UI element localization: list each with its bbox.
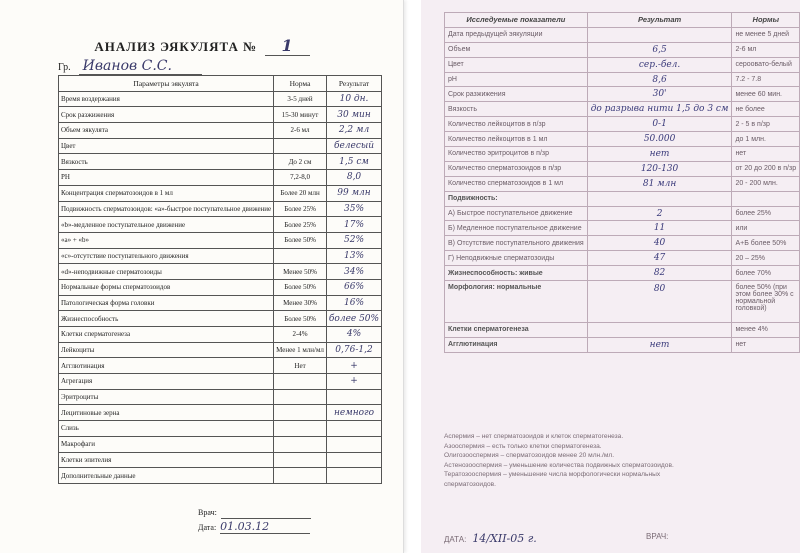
left-doctor-row xyxy=(198,505,311,519)
right-table-row xyxy=(445,42,800,57)
result-cell: нет xyxy=(587,337,732,352)
norm-cell: 2-4% xyxy=(274,327,327,343)
left-table-row xyxy=(59,436,382,452)
norm-cell: 3-5 дней xyxy=(274,91,327,107)
param-cell: Морфология: нормальные xyxy=(445,281,588,323)
result-cell xyxy=(326,452,381,468)
result-cell: 40 xyxy=(587,236,732,251)
norm-cell xyxy=(274,248,327,264)
right-table-row xyxy=(445,132,800,147)
left-table-row xyxy=(59,185,382,201)
right-table-row xyxy=(445,27,800,42)
right-date-label: ДАТА: xyxy=(444,535,467,544)
param-cell: Макрофаги xyxy=(59,436,274,452)
left-table-row xyxy=(59,311,382,327)
norm-cell: 20 - 200 млн. xyxy=(732,176,800,191)
right-table-row xyxy=(445,191,800,206)
left-table-row xyxy=(59,154,382,170)
result-cell: белесый xyxy=(326,138,381,154)
result-cell xyxy=(326,468,381,484)
result-cell: 35% xyxy=(326,201,381,217)
norm-cell: А+Б более 50% xyxy=(732,236,800,251)
result-cell xyxy=(587,27,732,42)
norm-cell: не более xyxy=(732,102,800,117)
result-cell: более 50% xyxy=(326,311,381,327)
result-cell xyxy=(326,421,381,437)
norm-cell: более 25% xyxy=(732,206,800,221)
result-cell: 50.000 xyxy=(587,132,732,147)
left-title-text: АНАЛИЗ ЭЯКУЛЯТА № xyxy=(94,39,258,54)
right-table-row xyxy=(445,266,800,281)
left-date-value: 01.03.12 xyxy=(220,520,310,534)
param-cell: Цвет xyxy=(445,57,588,72)
right-table-row xyxy=(445,221,800,236)
norm-cell: нет xyxy=(732,337,800,352)
norm-cell: 15-30 минут xyxy=(274,107,327,123)
left-table-row xyxy=(59,374,382,390)
right-date-value: 14/XII-05 г. xyxy=(472,532,537,545)
param-cell: Г) Неподвижные сперматозоиды xyxy=(445,251,588,266)
result-cell: 99 млн xyxy=(326,185,381,201)
param-cell: Количество лейкоцитов в 1 мл xyxy=(445,132,588,147)
left-table-row xyxy=(59,123,382,139)
param-cell: Дополнительные данные xyxy=(59,468,274,484)
left-table-row xyxy=(59,295,382,311)
left-table-row xyxy=(59,107,382,123)
param-cell: А) Быстрое поступательное движение xyxy=(445,206,588,221)
left-table-header xyxy=(59,76,382,92)
param-cell: Жизнеспособность xyxy=(59,311,274,327)
result-cell: до разрыва нити 1,5 до 3 см xyxy=(587,102,732,117)
param-cell: Вязкость xyxy=(445,102,588,117)
right-table-row xyxy=(445,206,800,221)
patient-name: Иванов С.С. xyxy=(79,58,202,75)
result-cell: 80 xyxy=(587,281,732,323)
report-number: 1 xyxy=(265,36,309,56)
left-doctor-signature xyxy=(221,505,311,519)
param-cell: Дата предыдущей эякуляции xyxy=(445,27,588,42)
param-cell: pH xyxy=(445,72,588,87)
param-cell: Б) Медленное поступательное движение xyxy=(445,221,588,236)
left-table-row xyxy=(59,358,382,374)
right-doctor-label: ВРАЧ: xyxy=(646,532,669,541)
norm-cell: более 70% xyxy=(732,266,800,281)
left-date-label: Дата: xyxy=(198,523,217,532)
result-cell: 8,6 xyxy=(587,72,732,87)
left-table-row xyxy=(59,342,382,358)
header-norm: Норма xyxy=(274,76,327,92)
left-table-row xyxy=(59,452,382,468)
param-cell: Объем эякулята xyxy=(59,123,274,139)
left-table-row xyxy=(59,264,382,280)
header-norms: Нормы xyxy=(732,13,800,28)
param-cell: Подвижность: xyxy=(445,191,588,206)
result-cell: 47 xyxy=(587,251,732,266)
right-table-row xyxy=(445,236,800,251)
result-cell: 66% xyxy=(326,279,381,295)
right-date-row xyxy=(444,532,537,545)
right-table-row xyxy=(445,102,800,117)
norm-cell: До 2 см xyxy=(274,154,327,170)
norm-cell: Более 50% xyxy=(274,279,327,295)
result-cell: 13% xyxy=(326,248,381,264)
param-cell: Подвижность сперматозоидов: «a»-быстрое поступательное движение xyxy=(59,201,274,217)
norm-cell: менее 4% xyxy=(732,323,800,338)
param-cell: «d»-неподвижные сперматозоиды xyxy=(59,264,274,280)
left-table-row xyxy=(59,138,382,154)
param-cell: Объем xyxy=(445,42,588,57)
definition-line: Аспермия – нет сперматозоидов и клеток сперматогенеза. xyxy=(444,433,624,440)
norm-cell xyxy=(274,452,327,468)
result-cell xyxy=(326,389,381,405)
param-cell: Клетки сперматогенеза xyxy=(445,323,588,338)
norm-cell: Менее 50% xyxy=(274,264,327,280)
result-cell: 34% xyxy=(326,264,381,280)
left-table-row xyxy=(59,170,382,186)
param-cell: «a» + «b» xyxy=(59,232,274,248)
norm-cell: или xyxy=(732,221,800,236)
right-parameters-table xyxy=(444,12,800,353)
param-cell: Лецитиновые зерна xyxy=(59,405,274,421)
right-doctor-row xyxy=(646,532,668,541)
left-parameters-table xyxy=(58,75,382,484)
result-cell xyxy=(326,436,381,452)
norm-cell xyxy=(274,374,327,390)
norm-cell: Менее 1 млн/мл xyxy=(274,342,327,358)
right-table-header xyxy=(445,13,800,28)
result-cell: 0,76-1,2 xyxy=(326,342,381,358)
norm-cell xyxy=(274,421,327,437)
result-cell: 2 xyxy=(587,206,732,221)
result-cell: 11 xyxy=(587,221,732,236)
right-table-row xyxy=(445,147,800,162)
left-table-row xyxy=(59,327,382,343)
result-cell: 120-130 xyxy=(587,161,732,176)
param-cell: Лейкоциты xyxy=(59,342,274,358)
result-cell: + xyxy=(326,374,381,390)
norm-cell: сероовато-белый xyxy=(732,57,800,72)
result-cell: 17% xyxy=(326,217,381,233)
left-table-row xyxy=(59,405,382,421)
norm-cell: более 50% (при этом более 30% с нормальной головкой) xyxy=(732,281,800,323)
param-cell: Агрегация xyxy=(59,374,274,390)
result-cell: 16% xyxy=(326,295,381,311)
result-cell: 0-1 xyxy=(587,117,732,132)
result-cell: 4% xyxy=(326,327,381,343)
norm-cell: Более 50% xyxy=(274,232,327,248)
norm-cell: Более 50% xyxy=(274,311,327,327)
left-table-row xyxy=(59,201,382,217)
result-cell: 6,5 xyxy=(587,42,732,57)
norm-cell: нет xyxy=(732,147,800,162)
norm-cell: до 1 млн. xyxy=(732,132,800,147)
result-cell xyxy=(587,323,732,338)
right-table-row xyxy=(445,117,800,132)
result-cell: немного xyxy=(326,405,381,421)
norm-cell xyxy=(274,436,327,452)
definitions-block xyxy=(444,432,764,490)
norm-cell: не менее 5 дней xyxy=(732,27,800,42)
param-cell: «c»-отсутствие поступательного движения xyxy=(59,248,274,264)
result-cell: нет xyxy=(587,147,732,162)
param-cell: Количество эритроцитов в п/зр xyxy=(445,147,588,162)
right-table-row xyxy=(445,251,800,266)
definition-line: сперматозоидов. xyxy=(444,480,496,488)
param-cell: Количество сперматозоидов в 1 мл xyxy=(445,176,588,191)
param-cell: Количество лейкоцитов в п/зр xyxy=(445,117,588,132)
result-cell: 2,2 мл xyxy=(326,123,381,139)
right-table-row xyxy=(445,87,800,102)
left-table-row xyxy=(59,389,382,405)
param-cell: «b»-медленное поступательное движение xyxy=(59,217,274,233)
result-cell: 52% xyxy=(326,232,381,248)
param-cell: Клетки сперматогенеза xyxy=(59,327,274,343)
header-parameters: Параметры эякулята xyxy=(59,76,274,92)
definition-line: Тератозооспермия – уменьшение числа морфологически нормальных xyxy=(444,471,661,479)
result-cell: 30' xyxy=(587,87,732,102)
result-cell: 10 дн. xyxy=(326,91,381,107)
param-cell: Слизь xyxy=(59,421,274,437)
left-table-row xyxy=(59,248,382,264)
norm-cell: Более 25% xyxy=(274,217,327,233)
right-table-row xyxy=(445,337,800,352)
definition-line: Олигозооспермия – сперматозоидов менее 20 млн./мл. xyxy=(444,452,615,460)
norm-cell: 2-6 мл xyxy=(274,123,327,139)
left-doctor-label: Врач: xyxy=(198,508,217,517)
norm-cell: 2-6 мл xyxy=(732,42,800,57)
param-cell: Количество сперматозоидов в п/зр xyxy=(445,161,588,176)
header-result-right: Результат xyxy=(587,13,732,28)
result-cell: сер.-бел. xyxy=(587,57,732,72)
header-result: Результат xyxy=(326,76,381,92)
param-cell: PH xyxy=(59,170,274,186)
norm-cell: 20 – 25% xyxy=(732,251,800,266)
norm-cell: 7,2-8,0 xyxy=(274,170,327,186)
definition-line: Астенозооспермия – уменьшение количества подвижных сперматозоидов. xyxy=(444,461,674,469)
right-table-row xyxy=(445,57,800,72)
result-cell: 30 мин xyxy=(326,107,381,123)
definition-line: Азооспермия – есть только клетки сперматогенеза. xyxy=(444,442,602,450)
left-table-row xyxy=(59,279,382,295)
left-table-row xyxy=(59,468,382,484)
header-indicators: Исследуемые показатели xyxy=(445,13,588,28)
left-report-title xyxy=(0,36,404,55)
right-table-row xyxy=(445,72,800,87)
norm-cell: 7.2 - 7.8 xyxy=(732,72,800,87)
param-cell: Клетки эпителия xyxy=(59,452,274,468)
norm-cell: Более 25% xyxy=(274,201,327,217)
param-cell: Цвет xyxy=(59,138,274,154)
result-cell: 82 xyxy=(587,266,732,281)
param-cell: Агглютинация xyxy=(59,358,274,374)
result-cell xyxy=(587,191,732,206)
param-cell: Вязкость xyxy=(59,154,274,170)
norm-cell xyxy=(274,468,327,484)
left-table-row xyxy=(59,232,382,248)
right-table-row xyxy=(445,161,800,176)
param-cell: Время воздержания xyxy=(59,91,274,107)
norm-cell xyxy=(274,138,327,154)
norm-cell xyxy=(274,405,327,421)
patient-row xyxy=(58,58,202,74)
param-cell: Жизнеспособность: живые xyxy=(445,266,588,281)
param-cell: Срок разжижения xyxy=(59,107,274,123)
param-cell: В) Отсутствие поступательного движения xyxy=(445,236,588,251)
param-cell: Агглютинация xyxy=(445,337,588,352)
norm-cell: 2 - 5 в п/зр xyxy=(732,117,800,132)
param-cell: Эритроциты xyxy=(59,389,274,405)
left-table-row xyxy=(59,217,382,233)
norm-cell: Нет xyxy=(274,358,327,374)
result-cell: 8,0 xyxy=(326,170,381,186)
left-date-row xyxy=(198,520,310,534)
result-cell: 81 млн xyxy=(587,176,732,191)
group-label: Гр. xyxy=(58,62,71,73)
param-cell: Концентрация сперматозоидов в 1 мл xyxy=(59,185,274,201)
norm-cell xyxy=(732,191,800,206)
norm-cell: от 20 до 200 в п/зр xyxy=(732,161,800,176)
param-cell: Нормальные формы сперматозоидов xyxy=(59,279,274,295)
result-cell: 1,5 см xyxy=(326,154,381,170)
right-table-row xyxy=(445,176,800,191)
result-cell: + xyxy=(326,358,381,374)
norm-cell xyxy=(274,389,327,405)
norm-cell: Менее 30% xyxy=(274,295,327,311)
left-table-row xyxy=(59,421,382,437)
norm-cell: менее 60 мин. xyxy=(732,87,800,102)
right-table-row xyxy=(445,323,800,338)
param-cell: Срок разжижения xyxy=(445,87,588,102)
left-table-row xyxy=(59,91,382,107)
norm-cell: Более 20 млн xyxy=(274,185,327,201)
right-table-row xyxy=(445,281,800,323)
param-cell: Патологическая форма головки xyxy=(59,295,274,311)
